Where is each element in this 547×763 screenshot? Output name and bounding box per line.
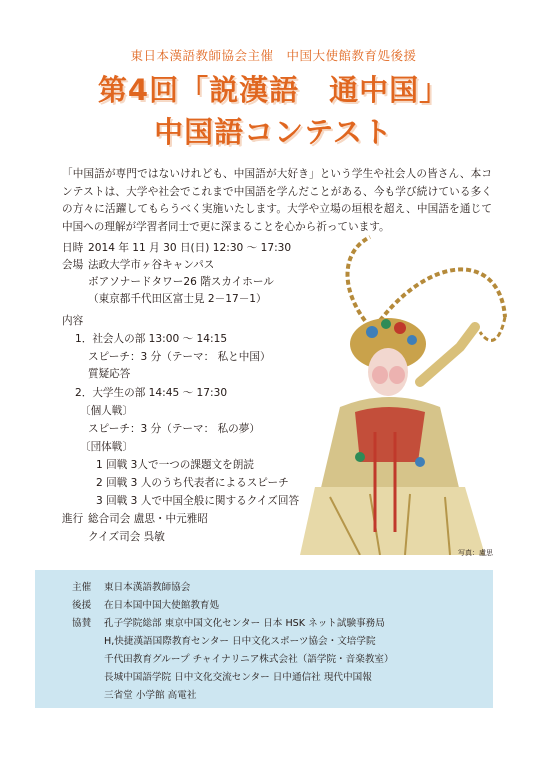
- individual-speech: スピーチ：3 分（テーマ： 私の夢）: [88, 423, 260, 435]
- title-line-1: 第4回「説漢語 通中国」: [97, 73, 450, 107]
- photo-credit: 写真：盧思: [458, 549, 493, 557]
- support-label: 後援: [72, 600, 92, 611]
- title-line-2: 中国語コンテスト: [154, 115, 393, 149]
- footer-box: [35, 570, 493, 708]
- part2-title: 2．大学生の部 14:45 ～ 17:30: [75, 387, 228, 399]
- individual-label: 〔個人戦〕: [80, 405, 133, 417]
- round-3: 3 回戦 3 人で中国全般に関するクイズ回答: [96, 495, 300, 507]
- date-label: 日時: [62, 242, 84, 254]
- content-label: 内容: [62, 315, 84, 327]
- peking-opera-photo: [300, 232, 522, 555]
- organizer-value: 東日本漢語教師協会: [104, 582, 191, 593]
- cosponsor-line-2: H,快捷漢語国際教育センター 日中文化スポーツ協会・文培学院: [104, 636, 376, 647]
- round-1: 1 回戦 3人で一つの課題文を朗読: [96, 459, 254, 471]
- part1-speech: スピーチ：3 分（テーマ： 私と中国）: [88, 351, 271, 363]
- part1-title: 1．社会人の部 13:00 ～ 14:15: [75, 333, 228, 345]
- intro-paragraph: 「中国語が専門ではないけれども、中国語が大好き」という学生や社会人の皆さん、本コンテストは、大学や社会でこれまで中国語を学んだことがある、今も学び続けている多くの方々に活躍してもらうべく実施いたします。大学や立場の垣根を超え、中国語を通じて中国への理解が学習者同士で更に深まることを心から祈っています。: [62, 168, 492, 233]
- cosponsor-line-1: 孔子学院総部 東京中国文化センター 日本 HSK ネット試験事務局: [104, 618, 385, 629]
- venue-label: 会場: [62, 259, 84, 271]
- support-value: 在日本国中国大使館教育処: [104, 600, 220, 611]
- quiz-mc-line: クイズ司会 呉敏: [88, 531, 165, 543]
- date-value: 2014 年 11 月 30 日(日) 12:30 ～ 17:30: [88, 242, 292, 254]
- organizer-label: 主催: [72, 582, 92, 593]
- progress-label: 進行: [62, 513, 84, 525]
- cosponsor-line-5: 三省堂 小学館 高電社: [104, 690, 197, 701]
- team-label: 〔団体戦〕: [80, 441, 133, 453]
- venue-line-1: 法政大学市ヶ谷キャンパス: [88, 259, 215, 271]
- cosponsor-line-4: 長城中国語学院 日中文化交流センター 日中通信社 現代中国報: [104, 672, 372, 683]
- progress-row: [62, 511, 208, 529]
- cosponsor-line-3: 千代田教育グループ チャイナリニア株式会社（語学院・音楽教室）: [104, 654, 394, 665]
- part1-qa: 質疑応答: [88, 368, 131, 380]
- venue-row: [62, 257, 214, 275]
- venue-line-3: （東京都千代田区富士見 2－17－1）: [88, 293, 267, 305]
- cosponsor-label: 協賛: [72, 618, 92, 629]
- mc-line: 総合司会 盧思・中元雅昭: [88, 513, 208, 525]
- venue-line-2: ボアソナードタワー26 階スカイホール: [88, 276, 274, 288]
- date-row: [62, 240, 291, 258]
- sponsor-line: 東日本漢語教師協会主催 中国大使館教育処後援: [130, 48, 417, 63]
- round-2: 2 回戦 3 人のうち代表者によるスピーチ: [96, 477, 289, 489]
